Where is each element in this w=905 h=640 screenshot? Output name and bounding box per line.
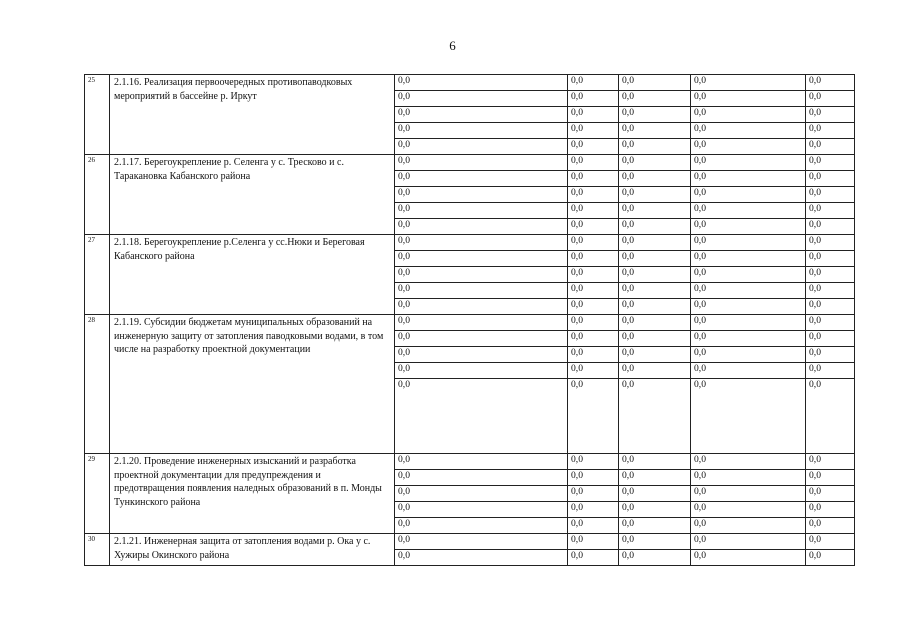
table-row	[85, 75, 855, 91]
value-cell: 0,0	[691, 379, 806, 454]
value-cell: 0,0	[691, 315, 806, 331]
table-body	[85, 75, 855, 566]
value-cell: 0,0	[568, 107, 619, 123]
value-cell: 0,0	[619, 155, 691, 171]
value-cell: 0,0	[619, 379, 691, 454]
value-cell: 0,0	[691, 267, 806, 283]
value-cell: 0,0	[619, 283, 691, 299]
value-cell: 0,0	[568, 315, 619, 331]
value-cell: 0,0	[806, 139, 855, 155]
value-cell: 0,0	[568, 91, 619, 107]
value-cell: 0,0	[568, 123, 619, 139]
table-row	[85, 315, 855, 331]
value-cell: 0,0	[619, 534, 691, 550]
row-number: 25	[85, 75, 110, 155]
value-cell: 0,0	[568, 379, 619, 454]
value-cell: 0,0	[691, 139, 806, 155]
value-cell: 0,0	[806, 454, 855, 470]
value-cell: 0,0	[691, 470, 806, 486]
value-cell: 0,0	[619, 454, 691, 470]
table-row	[85, 235, 855, 251]
value-cell: 0,0	[806, 379, 855, 454]
measure-description: 2.1.20. Проведение инженерных изысканий и разработка проектной документации для предупреждения и предотвращения появления наледных образований в п. Монды Тункинского района	[110, 454, 395, 534]
value-cell: 0,0	[619, 235, 691, 251]
value-cell: 0,0	[806, 267, 855, 283]
value-cell: 0,0	[806, 203, 855, 219]
value-cell: 0,0	[806, 299, 855, 315]
value-cell: 0,0	[619, 331, 691, 347]
value-cell: 0,0	[806, 550, 855, 566]
value-cell: 0,0	[568, 203, 619, 219]
value-cell: 0,0	[806, 75, 855, 91]
value-cell: 0,0	[395, 486, 568, 502]
value-cell: 0,0	[568, 171, 619, 187]
value-cell: 0,0	[691, 75, 806, 91]
value-cell: 0,0	[568, 470, 619, 486]
value-cell: 0,0	[806, 91, 855, 107]
row-number: 26	[85, 155, 110, 235]
value-cell: 0,0	[691, 251, 806, 267]
value-cell: 0,0	[568, 187, 619, 203]
value-cell: 0,0	[806, 283, 855, 299]
value-cell: 0,0	[395, 139, 568, 155]
value-cell: 0,0	[619, 187, 691, 203]
value-cell: 0,0	[395, 267, 568, 283]
value-cell: 0,0	[395, 155, 568, 171]
value-cell: 0,0	[395, 363, 568, 379]
value-cell: 0,0	[395, 518, 568, 534]
value-cell: 0,0	[568, 75, 619, 91]
value-cell: 0,0	[691, 331, 806, 347]
value-cell: 0,0	[691, 534, 806, 550]
value-cell: 0,0	[395, 171, 568, 187]
value-cell: 0,0	[568, 454, 619, 470]
measure-description: 2.1.21. Инженерная защита от затопления водами р. Ока у с. Хужиры Окинского района	[110, 534, 395, 566]
value-cell: 0,0	[568, 235, 619, 251]
value-cell: 0,0	[691, 219, 806, 235]
value-cell: 0,0	[395, 235, 568, 251]
value-cell: 0,0	[806, 155, 855, 171]
value-cell: 0,0	[806, 331, 855, 347]
value-cell: 0,0	[395, 219, 568, 235]
value-cell: 0,0	[568, 347, 619, 363]
value-cell: 0,0	[806, 123, 855, 139]
value-cell: 0,0	[691, 518, 806, 534]
value-cell: 0,0	[395, 347, 568, 363]
value-cell: 0,0	[619, 518, 691, 534]
value-cell: 0,0	[691, 347, 806, 363]
value-cell: 0,0	[619, 219, 691, 235]
value-cell: 0,0	[806, 518, 855, 534]
value-cell: 0,0	[691, 123, 806, 139]
value-cell: 0,0	[568, 331, 619, 347]
value-cell: 0,0	[691, 299, 806, 315]
value-cell: 0,0	[395, 315, 568, 331]
row-number: 28	[85, 315, 110, 454]
value-cell: 0,0	[568, 219, 619, 235]
value-cell: 0,0	[691, 486, 806, 502]
measure-description: 2.1.18. Берегоукрепление р.Селенга у сс.Нюки и Береговая Кабанского района	[110, 235, 395, 315]
value-cell: 0,0	[691, 91, 806, 107]
measure-description: 2.1.19. Субсидии бюджетам муниципальных образований на инженерную защиту от затопления паводковыми водами, в том числе на разработку проектной документации	[110, 315, 395, 454]
value-cell: 0,0	[806, 502, 855, 518]
value-cell: 0,0	[568, 550, 619, 566]
value-cell: 0,0	[395, 502, 568, 518]
value-cell: 0,0	[691, 454, 806, 470]
value-cell: 0,0	[619, 123, 691, 139]
table-row	[85, 454, 855, 470]
value-cell: 0,0	[806, 171, 855, 187]
value-cell: 0,0	[806, 235, 855, 251]
value-cell: 0,0	[568, 502, 619, 518]
value-cell: 0,0	[619, 139, 691, 155]
value-cell: 0,0	[395, 550, 568, 566]
value-cell: 0,0	[619, 502, 691, 518]
value-cell: 0,0	[619, 171, 691, 187]
value-cell: 0,0	[806, 107, 855, 123]
table-row	[85, 534, 855, 550]
value-cell: 0,0	[691, 550, 806, 566]
value-cell: 0,0	[619, 299, 691, 315]
value-cell: 0,0	[806, 470, 855, 486]
table-row	[85, 155, 855, 171]
value-cell: 0,0	[568, 267, 619, 283]
value-cell: 0,0	[806, 315, 855, 331]
value-cell: 0,0	[691, 155, 806, 171]
value-cell: 0,0	[395, 75, 568, 91]
value-cell: 0,0	[568, 534, 619, 550]
value-cell: 0,0	[395, 123, 568, 139]
value-cell: 0,0	[568, 299, 619, 315]
value-cell: 0,0	[395, 203, 568, 219]
value-cell: 0,0	[395, 283, 568, 299]
value-cell: 0,0	[619, 91, 691, 107]
row-number: 29	[85, 454, 110, 534]
measure-description: 2.1.17. Берегоукрепление р. Селенга у с. Тресково и с. Таракановка Кабанского района	[110, 155, 395, 235]
value-cell: 0,0	[395, 91, 568, 107]
value-cell: 0,0	[806, 251, 855, 267]
page-number: 6	[449, 38, 456, 53]
measure-description: 2.1.16. Реализация первоочередных противопаводковых мероприятий в бассейне р. Иркут	[110, 75, 395, 155]
value-cell: 0,0	[691, 171, 806, 187]
value-cell: 0,0	[619, 470, 691, 486]
value-cell: 0,0	[806, 187, 855, 203]
value-cell: 0,0	[806, 534, 855, 550]
value-cell: 0,0	[395, 107, 568, 123]
budget-table	[84, 74, 855, 566]
value-cell: 0,0	[691, 107, 806, 123]
value-cell: 0,0	[568, 155, 619, 171]
value-cell: 0,0	[619, 107, 691, 123]
value-cell: 0,0	[691, 203, 806, 219]
value-cell: 0,0	[691, 502, 806, 518]
row-number: 30	[85, 534, 110, 566]
value-cell: 0,0	[619, 347, 691, 363]
value-cell: 0,0	[619, 363, 691, 379]
value-cell: 0,0	[395, 470, 568, 486]
value-cell: 0,0	[568, 251, 619, 267]
value-cell: 0,0	[619, 267, 691, 283]
value-cell: 0,0	[806, 347, 855, 363]
value-cell: 0,0	[619, 486, 691, 502]
value-cell: 0,0	[395, 454, 568, 470]
value-cell: 0,0	[691, 187, 806, 203]
row-number: 27	[85, 235, 110, 315]
value-cell: 0,0	[568, 363, 619, 379]
value-cell: 0,0	[395, 379, 568, 454]
value-cell: 0,0	[395, 534, 568, 550]
value-cell: 0,0	[619, 203, 691, 219]
value-cell: 0,0	[395, 331, 568, 347]
value-cell: 0,0	[691, 363, 806, 379]
value-cell: 0,0	[568, 518, 619, 534]
value-cell: 0,0	[806, 363, 855, 379]
value-cell: 0,0	[691, 283, 806, 299]
value-cell: 0,0	[619, 75, 691, 91]
value-cell: 0,0	[619, 315, 691, 331]
value-cell: 0,0	[568, 139, 619, 155]
value-cell: 0,0	[568, 283, 619, 299]
value-cell: 0,0	[806, 219, 855, 235]
value-cell: 0,0	[691, 235, 806, 251]
value-cell: 0,0	[806, 486, 855, 502]
value-cell: 0,0	[395, 299, 568, 315]
value-cell: 0,0	[568, 486, 619, 502]
value-cell: 0,0	[395, 251, 568, 267]
value-cell: 0,0	[619, 550, 691, 566]
value-cell: 0,0	[619, 251, 691, 267]
value-cell: 0,0	[395, 187, 568, 203]
